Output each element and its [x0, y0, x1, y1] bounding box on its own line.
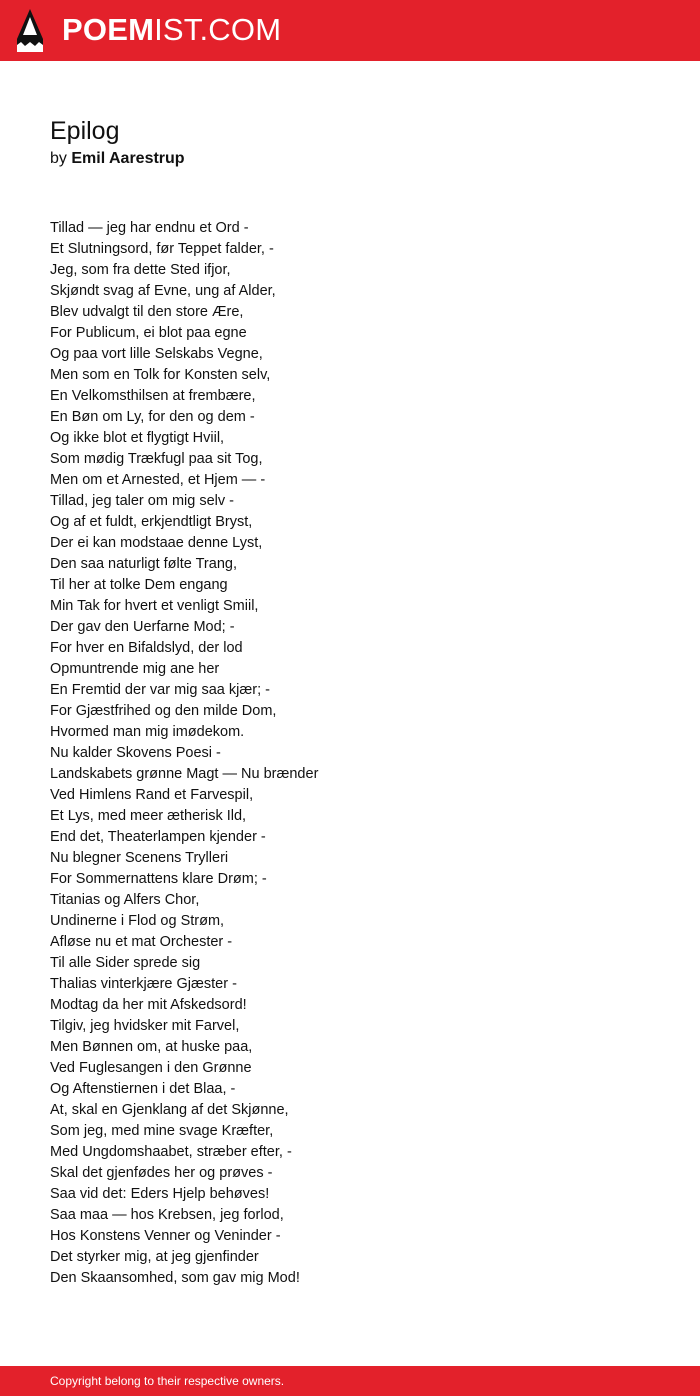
- poem-line: Min Tak for hvert et venligt Smiil,: [50, 598, 259, 614]
- poem-line: Den Skaansomhed, som gav mig Mod!: [50, 1270, 300, 1286]
- poem-author: Emil Aarestrup: [71, 150, 185, 167]
- site-logo-link[interactable]: [62, 12, 281, 48]
- poem-line: Jeg, som fra dette Sted ifjor,: [50, 262, 231, 278]
- poem-line: En Fremtid der var mig saa kjær; -: [50, 682, 270, 698]
- brand-name-bold: POEM: [62, 12, 155, 47]
- poem-line: Undinerne i Flod og Strøm,: [50, 913, 225, 929]
- poem-line: Og Aftenstiernen i det Blaa, -: [50, 1081, 236, 1097]
- poem-line: Tillad — jeg har endnu et Ord -: [50, 220, 249, 236]
- poem-line: Et Slutningsord, før Teppet falder, -: [50, 241, 274, 257]
- poem-line: For Sommernattens klare Drøm; -: [50, 871, 267, 887]
- poem-line: En Bøn om Ly, for den og dem -: [50, 409, 255, 425]
- poem-line: Men som en Tolk for Konsten selv,: [50, 367, 271, 383]
- poem-line: Men om et Arnested, et Hjem — -: [50, 472, 266, 488]
- poem-line: End det, Theaterlampen kjender -: [50, 829, 266, 845]
- poem-line: Tilgiv, jeg hvidsker mit Farvel,: [50, 1018, 240, 1034]
- poem-line: Der gav den Uerfarne Mod; -: [50, 619, 235, 635]
- poem-line: Med Ungdomshaabet, stræber efter, -: [50, 1144, 292, 1160]
- poem-line: Saa maa — hos Krebsen, jeg forlod,: [50, 1207, 284, 1223]
- poem-line: Skjøndt svag af Evne, ung af Alder,: [50, 283, 276, 299]
- poem-line: Thalias vinterkjære Gjæster -: [50, 976, 237, 992]
- poem-line: Afløse nu et mat Orchester -: [50, 934, 233, 950]
- poem-line: Og paa vort lille Selskabs Vegne,: [50, 346, 263, 362]
- poem-line: Et Lys, med meer ætherisk Ild,: [50, 808, 247, 824]
- poem-line: Blev udvalgt til den store Ære,: [50, 304, 244, 320]
- by-label: by: [50, 150, 67, 167]
- poem-line: Som jeg, med mine svage Kræfter,: [50, 1123, 274, 1139]
- poem-line: For Publicum, ei blot paa egne: [50, 325, 247, 341]
- poem-line: Som mødig Trækfugl paa sit Tog,: [50, 451, 263, 467]
- poem-line: Landskabets grønne Magt — Nu brænder: [50, 766, 319, 782]
- site-header: [0, 0, 700, 61]
- poem-line: Det styrker mig, at jeg gjenfinder: [50, 1249, 259, 1265]
- copyright-notice: Copyright belong to their respective owners.: [50, 1374, 285, 1388]
- poem-line: At, skal en Gjenklang af det Skjønne,: [50, 1102, 289, 1118]
- poem-line: Til her at tolke Dem engang: [50, 577, 228, 593]
- pencil-icon[interactable]: [17, 9, 43, 52]
- poem-line: Hos Konstens Venner og Veninder -: [50, 1228, 281, 1244]
- poem-line: Og ikke blot et flygtigt Hviil,: [50, 430, 225, 446]
- poem-line: For Gjæstfrihed og den milde Dom,: [50, 703, 277, 719]
- poem-line: Ved Himlens Rand et Farvespil,: [50, 787, 254, 803]
- poem-line: Den saa naturligt følte Trang,: [50, 556, 237, 572]
- poem-line: Modtag da her mit Afskedsord!: [50, 997, 247, 1013]
- poem-byline: [50, 149, 185, 169]
- poem-body: [50, 218, 318, 1289]
- poem-line: For hver en Bifaldslyd, der lod: [50, 640, 243, 656]
- poem-line: Til alle Sider sprede sig: [50, 955, 201, 971]
- poem-line: Men Bønnen om, at huske paa,: [50, 1039, 253, 1055]
- site-footer: [0, 1366, 700, 1396]
- poem-line: Opmuntrende mig ane her: [50, 661, 220, 677]
- poem-line: En Velkomsthilsen at frembære,: [50, 388, 256, 404]
- poem-line: Saa vid det: Eders Hjelp behøves!: [50, 1186, 270, 1202]
- poem-line: Ved Fuglesangen i den Grønne: [50, 1060, 252, 1076]
- brand-name-light: IST.COM: [154, 12, 282, 47]
- poem-line: Der ei kan modstaae denne Lyst,: [50, 535, 263, 551]
- poem-line: Titanias og Alfers Chor,: [50, 892, 200, 908]
- poem-line: Skal det gjenfødes her og prøves -: [50, 1165, 273, 1181]
- poem-line: Tillad, jeg taler om mig selv -: [50, 493, 234, 509]
- poem-line: Og af et fuldt, erkjendtligt Bryst,: [50, 514, 253, 530]
- poem-line: Hvormed man mig imødekom.: [50, 724, 245, 740]
- poem-title: Epilog: [50, 117, 120, 145]
- poem-line: Nu kalder Skovens Poesi -: [50, 745, 221, 761]
- poem-line: Nu blegner Scenens Trylleri: [50, 850, 229, 866]
